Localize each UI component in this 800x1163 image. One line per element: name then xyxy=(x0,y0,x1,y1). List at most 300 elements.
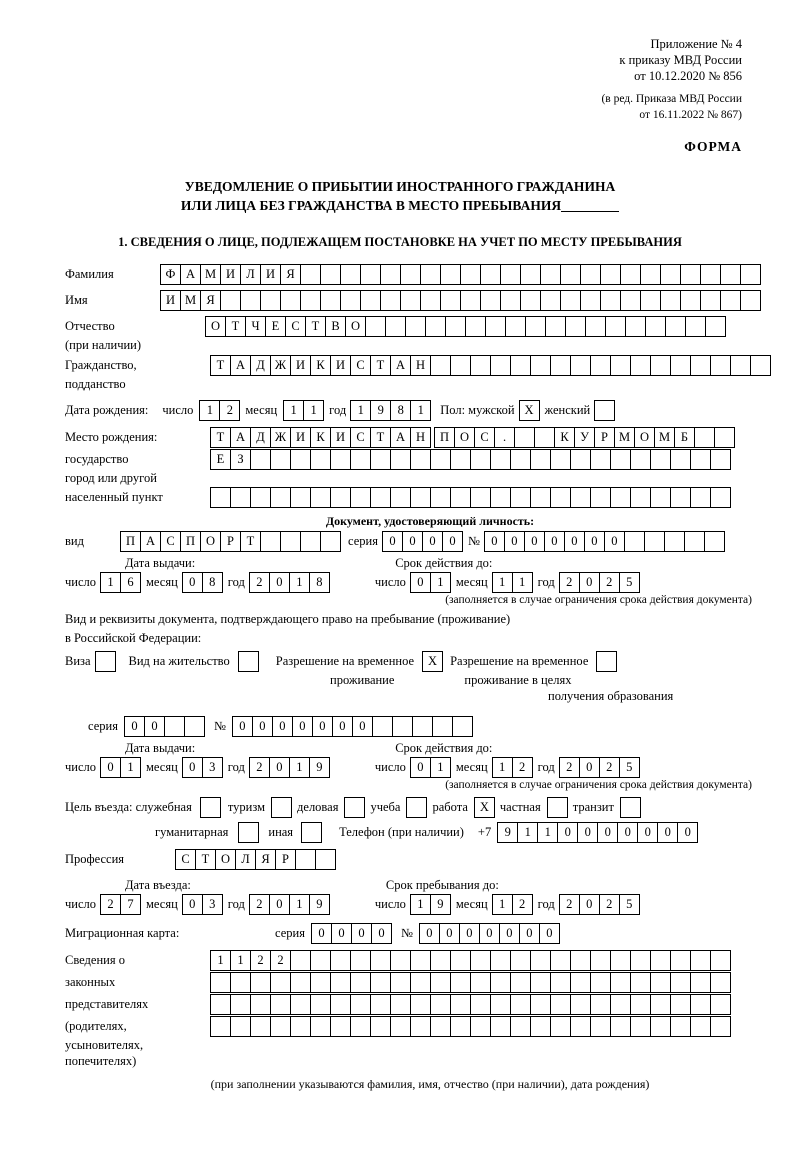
char-cell[interactable] xyxy=(370,950,391,971)
purpose-private-checkbox[interactable] xyxy=(547,797,567,818)
purpose-service-checkbox[interactable] xyxy=(200,797,220,818)
purpose-study-checkbox[interactable] xyxy=(406,797,426,818)
char-cell[interactable] xyxy=(630,449,651,470)
char-cell[interactable] xyxy=(340,264,361,285)
char-cell[interactable] xyxy=(710,487,731,508)
citizenship-input[interactable] xyxy=(210,355,770,376)
char-cell[interactable]: 3 xyxy=(202,757,223,778)
char-cell[interactable] xyxy=(570,950,591,971)
char-cell[interactable] xyxy=(590,449,611,470)
birthplace-city-input-1[interactable] xyxy=(434,427,734,448)
char-cell[interactable]: 0 xyxy=(312,716,333,737)
char-cell[interactable] xyxy=(200,797,221,818)
char-cell[interactable]: 1 xyxy=(512,572,533,593)
char-cell[interactable] xyxy=(470,355,491,376)
char-cell[interactable] xyxy=(610,355,631,376)
sex-female-checkbox[interactable] xyxy=(594,400,614,421)
char-cell[interactable] xyxy=(405,316,426,337)
char-cell[interactable]: И xyxy=(160,290,181,311)
char-cell[interactable] xyxy=(610,1016,631,1037)
char-cell[interactable]: И xyxy=(290,427,311,448)
char-cell[interactable]: С xyxy=(175,849,196,870)
char-cell[interactable] xyxy=(650,1016,671,1037)
doc-issue-day-input[interactable] xyxy=(100,572,140,593)
char-cell[interactable] xyxy=(270,994,291,1015)
doc-valid-year-input[interactable] xyxy=(559,572,639,593)
char-cell[interactable] xyxy=(560,290,581,311)
char-cell[interactable]: 0 xyxy=(269,572,290,593)
char-cell[interactable] xyxy=(650,972,671,993)
char-cell[interactable] xyxy=(490,950,511,971)
char-cell[interactable]: И xyxy=(330,427,351,448)
char-cell[interactable] xyxy=(380,264,401,285)
char-cell[interactable] xyxy=(710,972,731,993)
char-cell[interactable]: 1 xyxy=(492,757,513,778)
char-cell[interactable] xyxy=(485,316,506,337)
char-cell[interactable] xyxy=(630,487,651,508)
doc-valid-day-input[interactable] xyxy=(410,572,450,593)
char-cell[interactable]: 2 xyxy=(270,950,291,971)
char-cell[interactable]: 0 xyxy=(484,531,505,552)
char-cell[interactable] xyxy=(250,487,271,508)
char-cell[interactable] xyxy=(694,427,715,448)
char-cell[interactable]: 0 xyxy=(382,531,403,552)
char-cell[interactable] xyxy=(590,487,611,508)
char-cell[interactable]: 6 xyxy=(120,572,141,593)
char-cell[interactable] xyxy=(740,264,761,285)
char-cell[interactable] xyxy=(665,316,686,337)
char-cell[interactable] xyxy=(301,822,322,843)
char-cell[interactable]: 8 xyxy=(390,400,411,421)
char-cell[interactable] xyxy=(440,290,461,311)
permit-valid-month-input[interactable] xyxy=(492,757,532,778)
char-cell[interactable] xyxy=(570,972,591,993)
char-cell[interactable]: 8 xyxy=(309,572,330,593)
char-cell[interactable] xyxy=(596,651,617,672)
char-cell[interactable] xyxy=(510,950,531,971)
char-cell[interactable] xyxy=(650,994,671,1015)
char-cell[interactable] xyxy=(550,950,571,971)
char-cell[interactable] xyxy=(360,290,381,311)
char-cell[interactable]: Н xyxy=(410,355,431,376)
char-cell[interactable] xyxy=(704,531,725,552)
char-cell[interactable] xyxy=(530,1016,551,1037)
residence-checkbox[interactable] xyxy=(238,651,258,672)
char-cell[interactable] xyxy=(210,972,231,993)
char-cell[interactable]: 9 xyxy=(370,400,391,421)
char-cell[interactable]: Р xyxy=(220,531,241,552)
char-cell[interactable] xyxy=(406,797,427,818)
char-cell[interactable] xyxy=(705,316,726,337)
char-cell[interactable] xyxy=(490,487,511,508)
char-cell[interactable] xyxy=(260,290,281,311)
char-cell[interactable] xyxy=(350,972,371,993)
char-cell[interactable] xyxy=(260,531,281,552)
phone-input[interactable] xyxy=(497,822,697,843)
entry-day-input[interactable] xyxy=(100,894,140,915)
char-cell[interactable] xyxy=(365,316,386,337)
char-cell[interactable] xyxy=(330,972,351,993)
char-cell[interactable] xyxy=(490,1016,511,1037)
char-cell[interactable] xyxy=(600,264,621,285)
char-cell[interactable]: У xyxy=(574,427,595,448)
permit-issue-day-input[interactable] xyxy=(100,757,140,778)
char-cell[interactable]: 2 xyxy=(559,894,580,915)
char-cell[interactable] xyxy=(680,290,701,311)
char-cell[interactable]: Д xyxy=(250,427,271,448)
char-cell[interactable]: П xyxy=(180,531,201,552)
char-cell[interactable]: Я xyxy=(200,290,221,311)
char-cell[interactable] xyxy=(670,449,691,470)
char-cell[interactable] xyxy=(290,1016,311,1037)
char-cell[interactable]: . xyxy=(494,427,515,448)
char-cell[interactable] xyxy=(350,1016,371,1037)
char-cell[interactable]: 0 xyxy=(402,531,423,552)
char-cell[interactable]: Т xyxy=(195,849,216,870)
char-cell[interactable] xyxy=(684,531,705,552)
char-cell[interactable]: О xyxy=(345,316,366,337)
char-cell[interactable]: О xyxy=(200,531,221,552)
doc-valid-month-input[interactable] xyxy=(492,572,532,593)
char-cell[interactable]: М xyxy=(200,264,221,285)
char-cell[interactable] xyxy=(370,994,391,1015)
char-cell[interactable]: 1 xyxy=(289,572,310,593)
char-cell[interactable] xyxy=(450,950,471,971)
char-cell[interactable]: 1 xyxy=(492,572,513,593)
char-cell[interactable] xyxy=(410,994,431,1015)
char-cell[interactable]: З xyxy=(230,449,251,470)
doc-issue-year-input[interactable] xyxy=(249,572,329,593)
char-cell[interactable] xyxy=(320,290,341,311)
char-cell[interactable]: 0 xyxy=(422,531,443,552)
char-cell[interactable]: 0 xyxy=(182,757,203,778)
char-cell[interactable] xyxy=(370,1016,391,1037)
char-cell[interactable]: 0 xyxy=(557,822,578,843)
char-cell[interactable] xyxy=(530,972,551,993)
char-cell[interactable] xyxy=(460,290,481,311)
char-cell[interactable]: X xyxy=(474,797,495,818)
char-cell[interactable]: 0 xyxy=(579,572,600,593)
char-cell[interactable] xyxy=(430,1016,451,1037)
char-cell[interactable] xyxy=(710,950,731,971)
char-cell[interactable] xyxy=(490,994,511,1015)
char-cell[interactable] xyxy=(505,316,526,337)
char-cell[interactable]: 1 xyxy=(210,950,231,971)
temp-residence-checkbox[interactable] xyxy=(422,651,442,672)
char-cell[interactable] xyxy=(390,994,411,1015)
char-cell[interactable]: О xyxy=(454,427,475,448)
char-cell[interactable] xyxy=(344,797,365,818)
char-cell[interactable] xyxy=(530,355,551,376)
char-cell[interactable] xyxy=(610,994,631,1015)
char-cell[interactable] xyxy=(545,316,566,337)
char-cell[interactable] xyxy=(425,316,446,337)
char-cell[interactable]: Т xyxy=(370,355,391,376)
char-cell[interactable] xyxy=(440,264,461,285)
char-cell[interactable] xyxy=(410,449,431,470)
char-cell[interactable] xyxy=(640,264,661,285)
char-cell[interactable] xyxy=(400,290,421,311)
char-cell[interactable] xyxy=(670,355,691,376)
char-cell[interactable] xyxy=(690,355,711,376)
char-cell[interactable] xyxy=(550,449,571,470)
char-cell[interactable]: О xyxy=(215,849,236,870)
char-cell[interactable] xyxy=(430,972,451,993)
char-cell[interactable] xyxy=(530,994,551,1015)
char-cell[interactable] xyxy=(530,487,551,508)
char-cell[interactable] xyxy=(470,972,491,993)
char-cell[interactable] xyxy=(450,994,471,1015)
char-cell[interactable] xyxy=(610,487,631,508)
char-cell[interactable]: 0 xyxy=(677,822,698,843)
char-cell[interactable]: 9 xyxy=(309,894,330,915)
char-cell[interactable] xyxy=(210,994,231,1015)
char-cell[interactable] xyxy=(620,290,641,311)
char-cell[interactable] xyxy=(290,950,311,971)
stay-day-input[interactable] xyxy=(410,894,450,915)
char-cell[interactable] xyxy=(670,950,691,971)
char-cell[interactable]: 0 xyxy=(100,757,121,778)
char-cell[interactable] xyxy=(670,487,691,508)
char-cell[interactable] xyxy=(510,1016,531,1037)
char-cell[interactable] xyxy=(610,972,631,993)
char-cell[interactable]: 1 xyxy=(517,822,538,843)
char-cell[interactable] xyxy=(370,487,391,508)
char-cell[interactable]: 0 xyxy=(604,531,625,552)
char-cell[interactable] xyxy=(547,797,568,818)
char-cell[interactable] xyxy=(350,449,371,470)
char-cell[interactable] xyxy=(685,316,706,337)
doc-series-input[interactable] xyxy=(382,531,462,552)
char-cell[interactable] xyxy=(340,290,361,311)
char-cell[interactable] xyxy=(720,264,741,285)
char-cell[interactable] xyxy=(660,290,681,311)
char-cell[interactable] xyxy=(430,950,451,971)
char-cell[interactable]: Е xyxy=(210,449,231,470)
char-cell[interactable]: 9 xyxy=(309,757,330,778)
char-cell[interactable]: 0 xyxy=(252,716,273,737)
char-cell[interactable] xyxy=(400,264,421,285)
entry-month-input[interactable] xyxy=(182,894,222,915)
char-cell[interactable]: А xyxy=(230,427,251,448)
char-cell[interactable]: 1 xyxy=(289,894,310,915)
char-cell[interactable] xyxy=(270,487,291,508)
char-cell[interactable]: С xyxy=(474,427,495,448)
char-cell[interactable]: 0 xyxy=(182,894,203,915)
char-cell[interactable] xyxy=(330,950,351,971)
char-cell[interactable]: 0 xyxy=(352,716,373,737)
char-cell[interactable] xyxy=(510,994,531,1015)
char-cell[interactable] xyxy=(625,316,646,337)
char-cell[interactable] xyxy=(310,487,331,508)
char-cell[interactable]: 0 xyxy=(519,923,540,944)
char-cell[interactable] xyxy=(392,716,413,737)
char-cell[interactable]: О xyxy=(634,427,655,448)
char-cell[interactable] xyxy=(510,449,531,470)
char-cell[interactable] xyxy=(550,1016,571,1037)
char-cell[interactable] xyxy=(210,1016,231,1037)
char-cell[interactable]: 0 xyxy=(439,923,460,944)
char-cell[interactable]: М xyxy=(654,427,675,448)
char-cell[interactable] xyxy=(610,449,631,470)
char-cell[interactable]: 2 xyxy=(599,572,620,593)
char-cell[interactable] xyxy=(690,487,711,508)
char-cell[interactable]: К xyxy=(310,427,331,448)
name-input[interactable] xyxy=(160,290,760,311)
char-cell[interactable] xyxy=(630,950,651,971)
char-cell[interactable] xyxy=(290,972,311,993)
char-cell[interactable]: 1 xyxy=(350,400,371,421)
char-cell[interactable] xyxy=(750,355,771,376)
legal-rep-input-3[interactable] xyxy=(210,994,730,1015)
card-series-input[interactable] xyxy=(311,923,391,944)
char-cell[interactable] xyxy=(490,449,511,470)
char-cell[interactable]: 0 xyxy=(371,923,392,944)
char-cell[interactable] xyxy=(310,1016,331,1037)
char-cell[interactable]: А xyxy=(180,264,201,285)
char-cell[interactable]: 1 xyxy=(410,400,431,421)
char-cell[interactable]: Т xyxy=(305,316,326,337)
char-cell[interactable]: 2 xyxy=(599,757,620,778)
char-cell[interactable] xyxy=(500,290,521,311)
char-cell[interactable] xyxy=(470,1016,491,1037)
char-cell[interactable]: 1 xyxy=(289,757,310,778)
char-cell[interactable] xyxy=(465,316,486,337)
char-cell[interactable] xyxy=(238,822,259,843)
char-cell[interactable]: 0 xyxy=(269,757,290,778)
char-cell[interactable]: 9 xyxy=(497,822,518,843)
char-cell[interactable] xyxy=(250,972,271,993)
char-cell[interactable] xyxy=(620,264,641,285)
char-cell[interactable] xyxy=(410,972,431,993)
char-cell[interactable]: 1 xyxy=(303,400,324,421)
char-cell[interactable] xyxy=(310,994,331,1015)
visa-checkbox[interactable] xyxy=(95,651,115,672)
permit-number-input[interactable] xyxy=(232,716,472,737)
char-cell[interactable] xyxy=(320,531,341,552)
char-cell[interactable]: 0 xyxy=(584,531,605,552)
legal-rep-input-4[interactable] xyxy=(210,1016,730,1037)
char-cell[interactable] xyxy=(700,290,721,311)
char-cell[interactable] xyxy=(525,316,546,337)
char-cell[interactable] xyxy=(590,355,611,376)
char-cell[interactable] xyxy=(330,994,351,1015)
char-cell[interactable] xyxy=(690,994,711,1015)
char-cell[interactable] xyxy=(530,449,551,470)
permit-issue-year-input[interactable] xyxy=(249,757,329,778)
char-cell[interactable] xyxy=(330,1016,351,1037)
char-cell[interactable] xyxy=(490,355,511,376)
char-cell[interactable] xyxy=(210,487,231,508)
stay-month-input[interactable] xyxy=(492,894,532,915)
char-cell[interactable] xyxy=(390,449,411,470)
char-cell[interactable]: П xyxy=(434,427,455,448)
char-cell[interactable] xyxy=(230,994,251,1015)
char-cell[interactable]: 5 xyxy=(619,757,640,778)
char-cell[interactable]: 0 xyxy=(544,531,565,552)
char-cell[interactable]: 0 xyxy=(617,822,638,843)
char-cell[interactable] xyxy=(650,950,671,971)
char-cell[interactable]: X xyxy=(422,651,443,672)
char-cell[interactable] xyxy=(280,290,301,311)
char-cell[interactable] xyxy=(270,972,291,993)
char-cell[interactable] xyxy=(550,994,571,1015)
char-cell[interactable] xyxy=(560,264,581,285)
char-cell[interactable]: 2 xyxy=(250,950,271,971)
char-cell[interactable]: 0 xyxy=(292,716,313,737)
char-cell[interactable]: 0 xyxy=(232,716,253,737)
char-cell[interactable] xyxy=(250,1016,271,1037)
char-cell[interactable]: 2 xyxy=(100,894,121,915)
char-cell[interactable] xyxy=(720,290,741,311)
char-cell[interactable]: Я xyxy=(255,849,276,870)
char-cell[interactable]: 0 xyxy=(419,923,440,944)
char-cell[interactable]: Ж xyxy=(270,355,291,376)
char-cell[interactable]: 0 xyxy=(579,894,600,915)
char-cell[interactable]: 0 xyxy=(637,822,658,843)
purpose-tourism-checkbox[interactable] xyxy=(271,797,291,818)
char-cell[interactable]: 0 xyxy=(332,716,353,737)
char-cell[interactable] xyxy=(390,1016,411,1037)
char-cell[interactable] xyxy=(445,316,466,337)
char-cell[interactable] xyxy=(520,264,541,285)
char-cell[interactable] xyxy=(300,290,321,311)
char-cell[interactable]: 0 xyxy=(351,923,372,944)
char-cell[interactable] xyxy=(660,264,681,285)
char-cell[interactable] xyxy=(605,316,626,337)
char-cell[interactable]: 1 xyxy=(430,757,451,778)
char-cell[interactable] xyxy=(510,355,531,376)
char-cell[interactable]: И xyxy=(290,355,311,376)
char-cell[interactable] xyxy=(410,487,431,508)
char-cell[interactable] xyxy=(550,355,571,376)
char-cell[interactable] xyxy=(690,950,711,971)
char-cell[interactable] xyxy=(330,487,351,508)
char-cell[interactable]: 8 xyxy=(202,572,223,593)
entry-year-input[interactable] xyxy=(249,894,329,915)
char-cell[interactable] xyxy=(680,264,701,285)
purpose-other-checkbox[interactable] xyxy=(301,822,321,843)
char-cell[interactable] xyxy=(330,449,351,470)
permit-issue-month-input[interactable] xyxy=(182,757,222,778)
char-cell[interactable]: 0 xyxy=(269,894,290,915)
char-cell[interactable] xyxy=(372,716,393,737)
char-cell[interactable] xyxy=(290,994,311,1015)
legal-rep-input-1[interactable] xyxy=(210,950,730,971)
char-cell[interactable] xyxy=(620,797,641,818)
char-cell[interactable] xyxy=(570,994,591,1015)
char-cell[interactable]: А xyxy=(230,355,251,376)
char-cell[interactable]: 2 xyxy=(249,572,270,593)
char-cell[interactable]: Д xyxy=(250,355,271,376)
edu-residence-checkbox[interactable] xyxy=(596,651,616,672)
char-cell[interactable] xyxy=(240,290,261,311)
char-cell[interactable] xyxy=(164,716,185,737)
char-cell[interactable] xyxy=(370,449,391,470)
char-cell[interactable] xyxy=(670,1016,691,1037)
char-cell[interactable]: П xyxy=(120,531,141,552)
purpose-humanitarian-checkbox[interactable] xyxy=(238,822,258,843)
char-cell[interactable] xyxy=(610,950,631,971)
doc-number-input[interactable] xyxy=(484,531,724,552)
char-cell[interactable] xyxy=(514,427,535,448)
char-cell[interactable] xyxy=(184,716,205,737)
purpose-business-checkbox[interactable] xyxy=(344,797,364,818)
char-cell[interactable] xyxy=(390,487,411,508)
char-cell[interactable] xyxy=(690,1016,711,1037)
char-cell[interactable] xyxy=(650,449,671,470)
char-cell[interactable]: 1 xyxy=(120,757,141,778)
